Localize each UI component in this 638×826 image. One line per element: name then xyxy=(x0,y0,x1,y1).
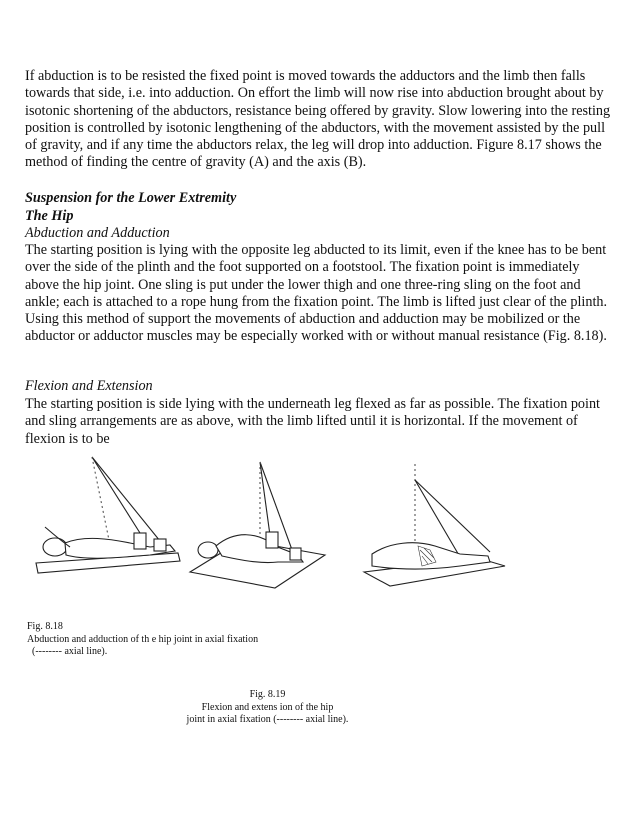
figure-8-18-caption-line-1: Abduction and adduction of th e hip joint in axial fixation xyxy=(27,633,259,645)
patient-head xyxy=(198,542,218,558)
suspension-rope xyxy=(415,480,490,552)
figure-8-19-caption xyxy=(175,689,360,727)
suspension-rope-1 xyxy=(92,457,140,533)
figure-8-19-label: Fig. 8.19 xyxy=(249,689,286,700)
heading-suspension-lower-extremity: Suspension for the Lower Extremity xyxy=(25,190,237,206)
heading-the-hip: The Hip xyxy=(25,208,74,224)
thigh-sling xyxy=(266,532,278,548)
thigh-sling xyxy=(134,533,146,549)
figure-8-18-label: Fig. 8.18 xyxy=(27,621,63,632)
figure-8-19-caption-line-1: Flexion and extens ion of the hip xyxy=(201,701,334,713)
paragraph-abduction-starting-position: The starting position is lying with the opposite leg abducted to its limit, even if the knee has to be bent over the side of the plinth and the foot supported on a footstool. The fixation point is immediately above the hip joint. One sling is put under the lower thigh and one three-ring sling on the foot and ankle; each is attached to a rope hung from the fixation point. The limb is lifted just clear of the plinth. Using this method of support the movements of abduction and adduction may be mobilized or the abductor or adductor muscles may be especially worked with or without manual resistance (Fig. 8.18). xyxy=(25,242,608,345)
foot-sling xyxy=(154,539,166,551)
paragraph-flexion-starting-position: The starting position is side lying with the underneath leg flexed as far as possible. The fixation point and sling arrangements are as above, with the limb lifted until it is horizontal. If the movement of flexion is to be xyxy=(25,396,601,447)
suspension-rope-2 xyxy=(92,457,160,541)
heading-flexion-extension: Flexion and Extension xyxy=(25,378,153,394)
figure-8-19-illustration-a xyxy=(180,460,330,590)
patient-head xyxy=(43,538,67,556)
figure-8-18-caption xyxy=(27,621,258,659)
foot-sling xyxy=(290,548,301,560)
figure-8-19-caption-line-2: joint in axial fixation (‑‑‑‑‑‑‑‑ axial line). xyxy=(186,714,349,725)
figure-8-18-caption-line-2: (‑‑‑‑‑‑‑‑ axial line). xyxy=(32,646,108,657)
figure-8-19-illustration-b xyxy=(360,462,510,590)
heading-abduction-adduction: Abduction and Adduction xyxy=(25,225,170,241)
axial-line xyxy=(92,457,110,545)
paragraph-abduction-resisted: If abduction is to be resisted the fixed point is moved towards the adductors and the limb then falls towards that side, i.e. into adduction. On effort the limb will now rise into abduction brought about by isotonic shortening of the abductors, resistance being offered by gravity. Slow lowering into the resting position is controlled by isotonic lengthening of the abductors, with the movement assisted by the pull of gravity, and if any time the abductors relax, the leg will drop into adduction. Figure 8.17 shows the method of finding the centre of gravity (A) and the axis (B). xyxy=(25,68,611,171)
figure-8-18-illustration xyxy=(30,455,185,585)
